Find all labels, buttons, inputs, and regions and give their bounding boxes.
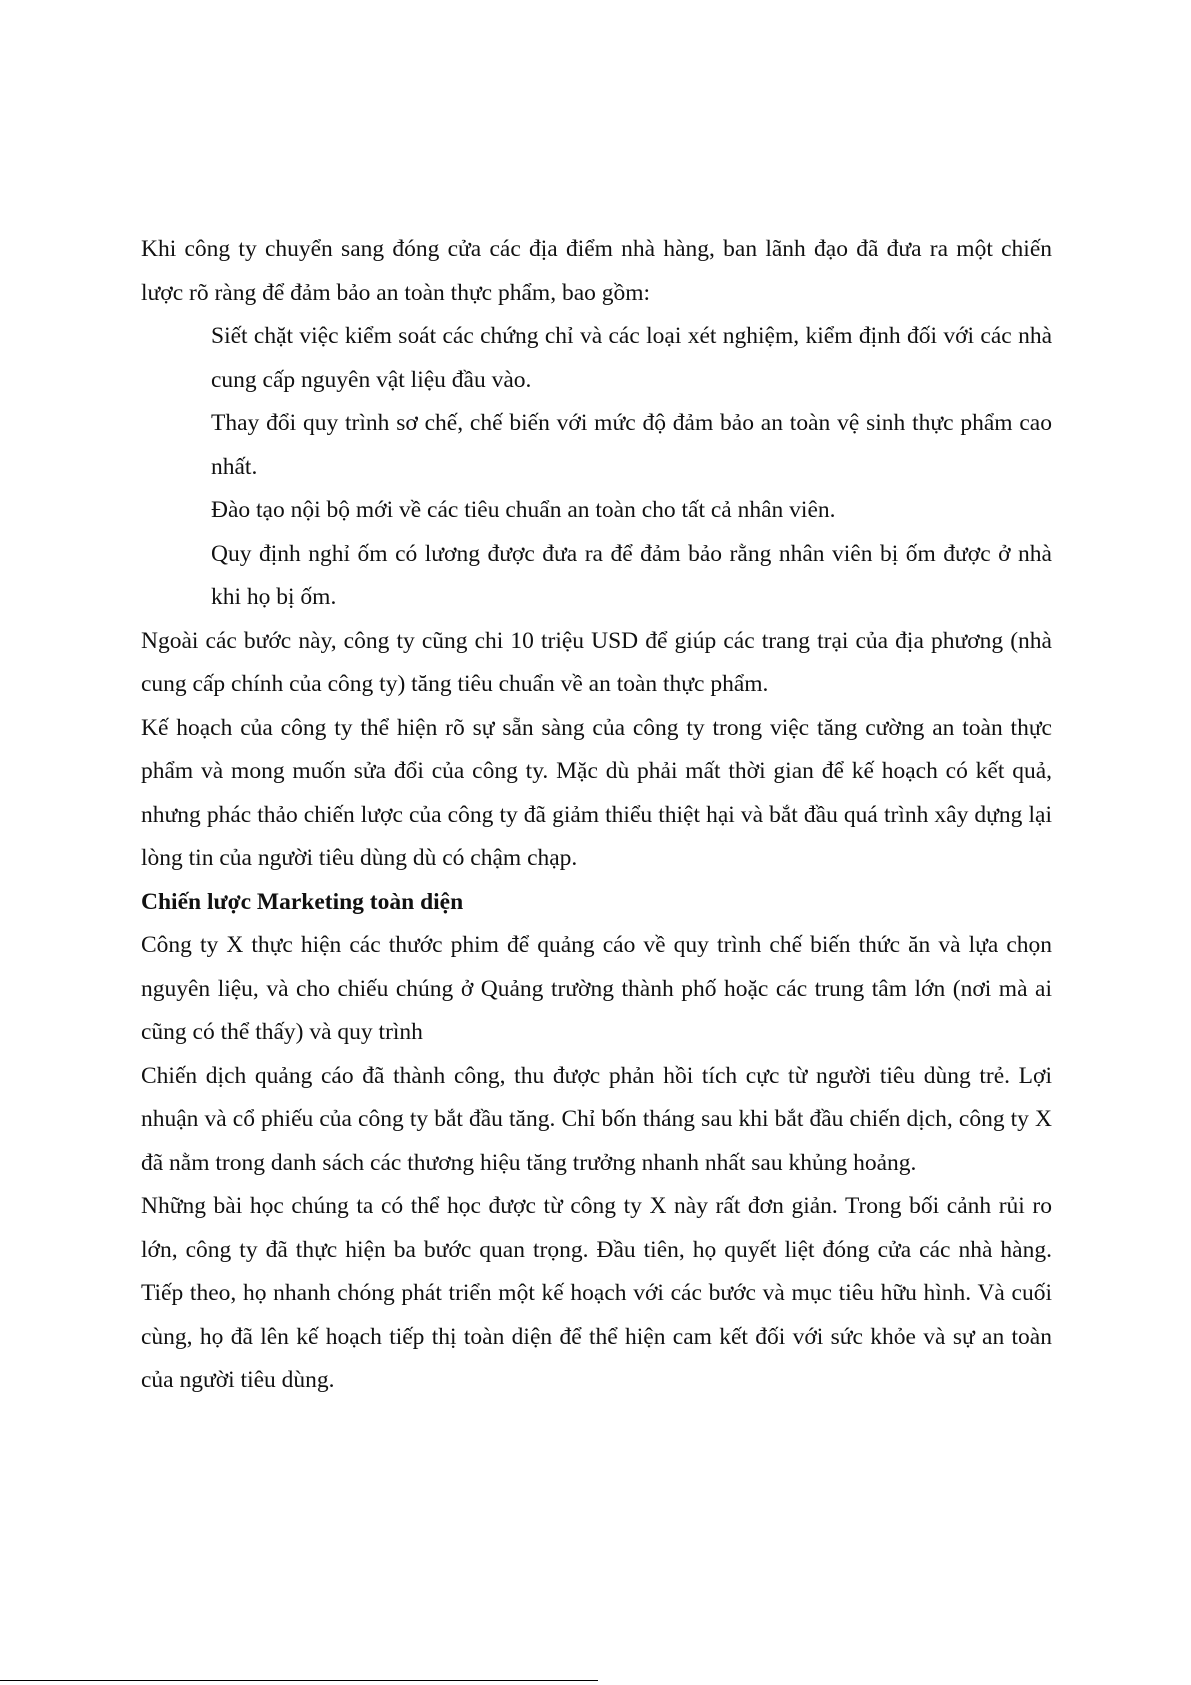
list-item: Quy định nghỉ ốm có lương được đưa ra để đảm bảo rằng nhân viên bị ốm được ở nhà khi họ bị ốm. [211,540,1052,610]
document-body [141,228,1052,1403]
list-item: Siết chặt việc kiểm soát các chứng chỉ và các loại xét nghiệm, kiểm định đối với các nhà cung cấp nguyên vật liệu đầu vào. [211,323,1052,393]
list-item: Thay đổi quy trình sơ chế, chế biến với mức độ đảm bảo an toàn vệ sinh thực phẩm cao nhất. [211,410,1052,480]
list-item: Đào tạo nội bộ mới về các tiêu chuẩn an toàn cho tất cả nhân viên. [211,497,836,523]
plan-paragraph: Kế hoạch của công ty thể hiện rõ sự sẵn sàng của công ty trong việc tăng cường an toàn thực phẩm và mong muốn sửa đổi của công ty. Mặc dù phải mất thời gian để kế hoạch có kết quả, nhưng phác thảo chiến lược của công ty đã giảm thiểu thiệt hại và bắt đầu quá trình xây dựng lại lòng tin của người tiêu dùng dù có chậm chạp. [141,714,1052,871]
safety-measures-list [141,315,1052,620]
campaign-paragraph: Chiến dịch quảng cáo đã thành công, thu được phản hồi tích cực từ người tiêu dùng trẻ. Lợi nhuận và cổ phiếu của công ty bắt đầu tăng. Chỉ bốn tháng sau khi bắt đầu chiến dịch, công ty X đã nằm trong danh sách các thương hiệu tăng trưởng nhanh nhất sau khủng hoảng. [141,1062,1052,1176]
investment-paragraph: Ngoài các bước này, công ty cũng chi 10 triệu USD để giúp các trang trại của địa phương (nhà cung cấp chính của công ty) tăng tiêu chuẩn về an toàn thực phẩm. [141,627,1052,697]
lessons-paragraph: Những bài học chúng ta có thể học được từ công ty X này rất đơn giản. Trong bối cảnh rủi ro lớn, công ty đã thực hiện ba bước quan trọng. Đầu tiên, họ quyết liệt đóng cửa các nhà hàng. Tiếp theo, họ nhanh chóng phát triển một kế hoạch với các bước và mục tiêu hữu hình. Và cuối cùng, họ đã lên kế hoạch tiếp thị toàn diện để thể hiện cam kết đối với sức khỏe và sự an toàn của người tiêu dùng. [141,1193,1052,1393]
intro-paragraph: Khi công ty chuyển sang đóng cửa các địa điểm nhà hàng, ban lãnh đạo đã đưa ra một chiến lược rõ ràng để đảm bảo an toàn thực phẩm, bao gồm: [141,236,1052,306]
footnote-divider [0,1680,598,1681]
section-heading: Chiến lược Marketing toàn diện [141,888,464,915]
films-paragraph: Công ty X thực hiện các thước phim để quảng cáo về quy trình chế biến thức ăn và lựa chọn nguyên liệu, và cho chiếu chúng ở Quảng trường thành phố hoặc các trung tâm lớn (nơi mà ai cũng có thể thấy) và quy trình [141,932,1052,1045]
